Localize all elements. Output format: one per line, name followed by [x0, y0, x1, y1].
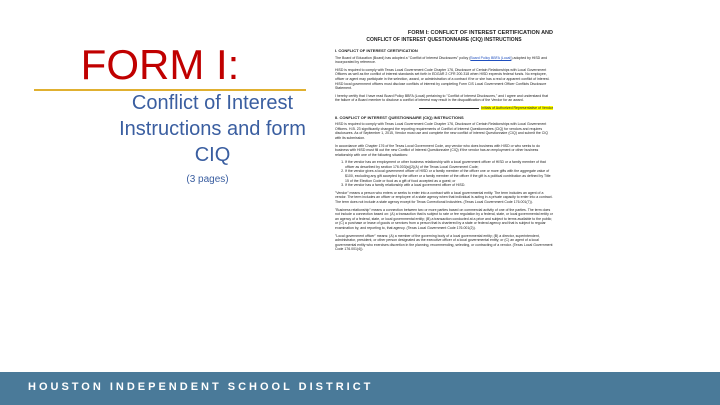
section-2-title: II. CONFLICT OF INTEREST QUESTIONNAIRE (CIQ) INSTRUCTIONS — [335, 114, 464, 120]
doc-paragraph: HISD is required to comply with Texas Local Government Code Chapter 176, Disclosure of Certain Relationships with Local Government Officers as well as the conflict of interest standards set forth in EDGAR 2 CFR 200.318 when HISD expends federal funds. No employee, officer or agent may participate in the selection, award, or administration of a contract if he or she has a real or apparent conflict of interest. HISD local government officers must disclose conflicts of interest by completing Form CIS Local Government Officer Conflicts Disclosure Statement. — [335, 67, 550, 91]
footer-bar — [0, 372, 720, 405]
doc-paragraph: I hereby certify that I have read Board Policy BBFA (Local) pertaining to "Conflict of Interest Disclosures," and I agree and understand that the failure of a Board member to disclose a conflict of interest may result in the disqualification of the Vendor for an award. — [335, 93, 548, 103]
list-item: 3. If the vendor has a family relationship with a local government officer of HISD. — [345, 183, 553, 188]
doc-subheader: CONFLICT OF INTEREST QUESTIONNAIRE (CIQ) INSTRUCTIONS — [366, 37, 522, 43]
document-image — [335, 30, 553, 372]
initials-line — [335, 106, 553, 111]
doc-paragraph: "Local government officer" means: (A) a member of the governing body of a local governmental entity; (B) a director, superintendent, administrator, president, or other person designated as the executive officer of a local governmental entity; or (C) an agent of a local governmental entity who exercises discretion in the planning, recommending, selecting, or contracting of a vendor. (Texas Local Government Code 176.001(4)). — [335, 233, 553, 252]
doc-paragraph: The Board of Education (Board) has adopted a "Conflict of Interest Disclosures" policy (Board Policy BBFA (Local)) adopted by HISD and incorporated by reference. — [335, 55, 548, 65]
initials-label: Initials of Authorized Representative of Vendor — [481, 105, 553, 110]
doc-header: FORM I: CONFLICT OF INTEREST CERTIFICATION AND — [407, 30, 553, 36]
doc-paragraph: "Vendor" means a person who enters or seeks to enter into a contract with a local governmental entity. The term includes an agent of a vendor. The term includes an officer or employee of a state agency when that individual is acting in a private capacity to enter into a contract. The term does not include a state agency except for Texas Correctional Industries. (Texas Local Government Code 176.001(7)). — [335, 190, 553, 205]
footer-text: HOUSTON INDEPENDENT SCHOOL DISTRICT — [28, 381, 374, 393]
doc-paragraph: HISD is required to comply with Texas Local Government Code Chapter 176, Disclosure of Certain Relationships with Local Government Officers. H.B. 23 significantly changed the reporting requirements of Conflict of Interest Questionnaires (CIQ) for vendors and requires disclosures. As of September 1, 2015, Vendor must use and complete the new conflict of interest Questionnaire (CIQ) and submit the CIQ with its submission. — [335, 122, 549, 140]
list-item: 1. If the vendor has an employment or other business relationship with a local government officer of HISD or a family member of that officer as described by section 176.003(a)(2)(A) of the Texas Local Government Code; — [345, 160, 553, 169]
doc-paragraph: "Business relationship" means a connection between two or more parties based on commercial activity of one of the parties. The term does not include a connection based on: (A) a transaction that is subject to rate or fee regulation by a federal, state, or local governmental entity or an agency of a federal, state, or local governmental entity; (B) a transaction conducted at a price and subject to terms available to the public; or (C) a purchase or lease of goods or services from a person that is chartered by a state or federal agency and that is subject to regular examination by, and reporting to, that agency. (Texas Local Government Code 176.001(2)). — [335, 207, 553, 230]
section-1-title: I. CONFLICT OF INTEREST CERTIFICATION — [335, 48, 418, 53]
board-policy-link[interactable]: Board Policy BBFA (Local) — [470, 55, 512, 60]
list-item: 2. If the vendor gives a local government officer of HISD or a family member of the officer one or more gifts with the aggregate value of $100, excluding any gift accepted by the officer or a family member of the officer if the gift is a political contribution as defined by Title 15 of the Election Code or food as a gift of food accepted as a guest; or — [345, 169, 553, 183]
doc-paragraph: In accordance with Chapter 176 of the Texas Local Government Code, any vendor who does business with HISD or who seeks to do business with HISD must fill out the new Conflict of Interest Questionnaire (CIQ) if the vendor has an employment or other business relationship with one of the following situations: — [335, 143, 540, 157]
slide-subtitle: Conflict of Interest Instructions and form CIQ — [119, 92, 306, 166]
pages-note: (3 pages) — [186, 174, 229, 185]
slide-title: FORM I: — [80, 41, 240, 88]
conditions-list — [345, 160, 553, 188]
